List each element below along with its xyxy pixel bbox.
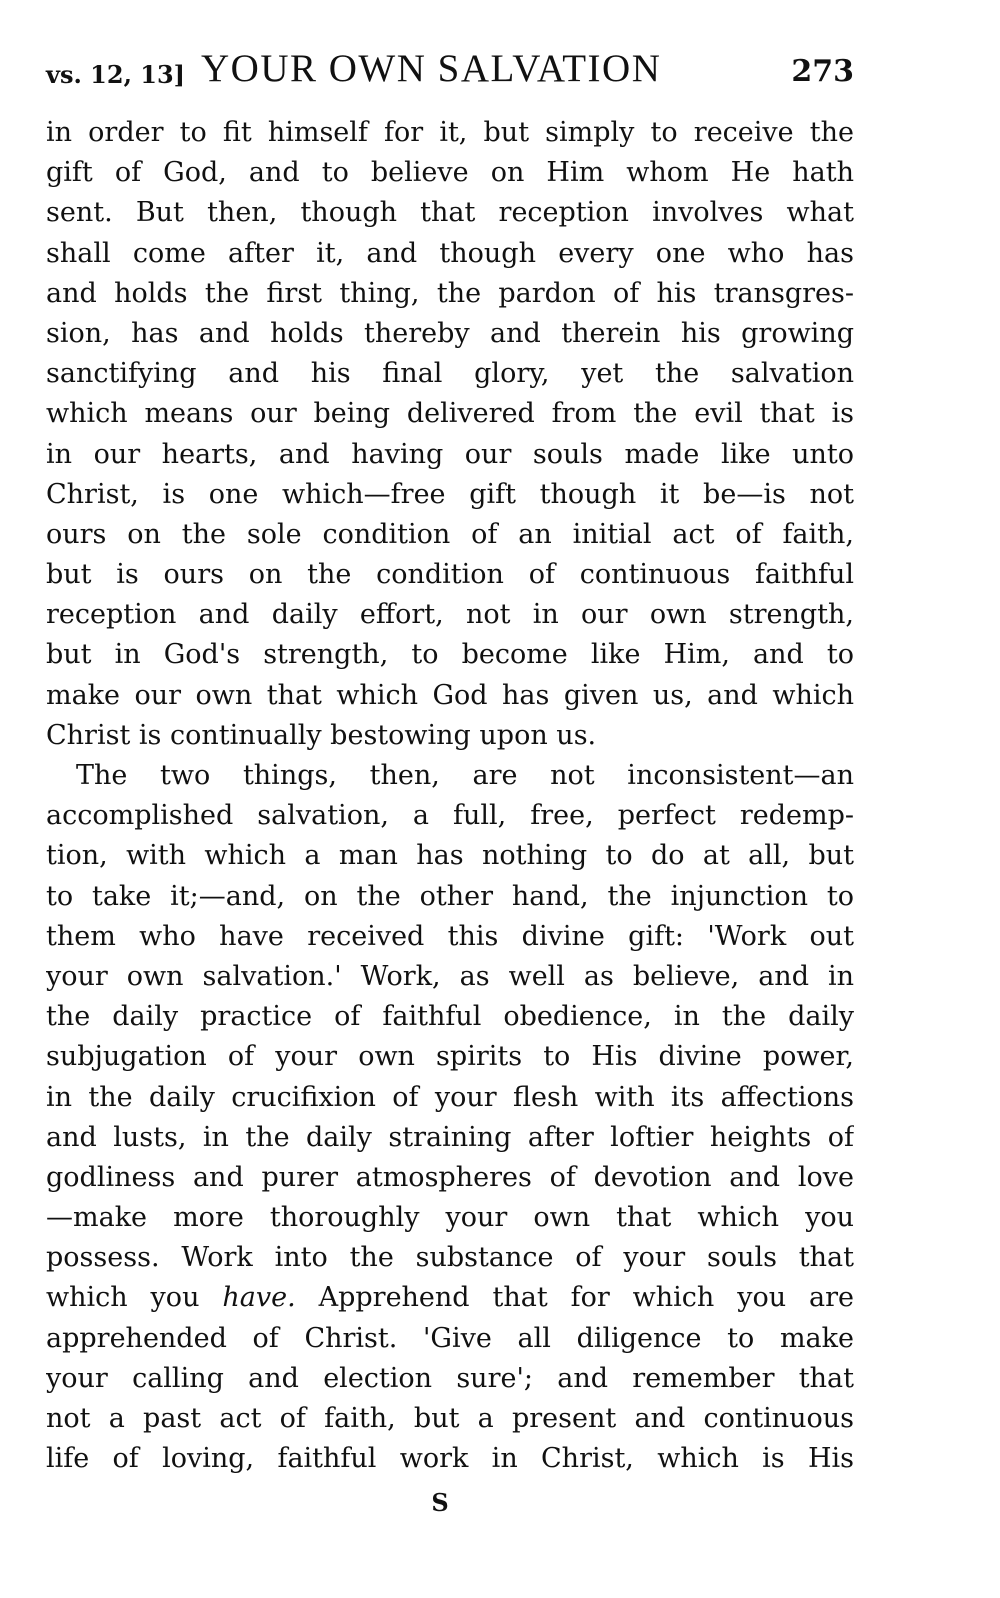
- text-line: sion, has and holds thereby and therein his growing: [46, 317, 854, 349]
- text-line: accomplished salvation, a full, free, perfect redemp-: [46, 800, 854, 832]
- text-line: and lusts, in the daily straining after loftier heights of: [46, 1121, 854, 1153]
- text-line: gift of God, and to believe on Him whom He hath: [46, 157, 854, 189]
- text-line: shall come after it, and though every one who has: [46, 237, 854, 269]
- text-line-with-italic: [46, 1278, 854, 1318]
- page-number: 273: [791, 54, 854, 89]
- italic-emphasis: have.: [222, 1282, 296, 1314]
- text-line: your own salvation.' Work, as well as believe, and in: [46, 960, 854, 992]
- text-line: make our own that which God has given us, and which: [46, 679, 854, 711]
- verse-reference: vs. 12, 13]: [46, 60, 186, 89]
- text-line: subjugation of your own spirits to His divine power,: [46, 1041, 854, 1073]
- text-line: in order to fit himself for it, but simply to receive the: [46, 117, 854, 148]
- text-line: the daily practice of faithful obedience, in the daily: [46, 1001, 854, 1033]
- text-line: which means our being delivered from the evil that is: [46, 398, 854, 430]
- text-segment: Apprehend that for which you are: [295, 1282, 854, 1314]
- text-line: to take it;—and, on the other hand, the injunction to: [46, 880, 854, 912]
- signature-mark: S: [431, 1488, 449, 1517]
- text-line: not a past act of faith, but a present and continuous: [46, 1403, 854, 1434]
- paragraph-start-line: The two things, then, are not inconsistent—an: [76, 760, 854, 791]
- text-line: in the daily crucifixion of your flesh with its affections: [46, 1081, 854, 1113]
- text-line: but is ours on the condition of continuous faithful: [46, 559, 854, 591]
- chapter-title: YOUR OWN SALVATION: [201, 47, 662, 90]
- text-line: life of loving, faithful work in Christ, which is His: [46, 1443, 854, 1475]
- text-line: ours on the sole condition of an initial act of faith,: [46, 518, 854, 550]
- text-line: reception and daily effort, not in our own strength,: [46, 599, 854, 631]
- text-line: godliness and purer atmospheres of devotion and love: [46, 1161, 854, 1193]
- text-line: apprehended of Christ. 'Give all diligence to make: [46, 1322, 854, 1354]
- text-segment: which you: [46, 1282, 223, 1314]
- text-line: sent. But then, though that reception involves what: [46, 197, 854, 229]
- text-line: Christ, is one which—free gift though it be—is not: [46, 478, 854, 510]
- text-line: sanctifying and his final glory, yet the salvation: [46, 358, 854, 390]
- paragraph-end-line: Christ is continually bestowing upon us.: [46, 719, 597, 751]
- text-line: in our hearts, and having our souls made like unto: [46, 438, 854, 470]
- text-line: your calling and election sure'; and remember that: [46, 1362, 854, 1394]
- running-head: [46, 46, 854, 92]
- body-text: [46, 113, 854, 1479]
- text-line: and holds the first thing, the pardon of his transgres-: [46, 277, 854, 309]
- text-line: but in God's strength, to become like Him, and to: [46, 639, 854, 671]
- text-line: —make more thoroughly your own that which you: [46, 1202, 854, 1234]
- text-line: them who have received this divine gift: 'Work out: [46, 920, 854, 952]
- text-line: possess. Work into the substance of your souls that: [46, 1242, 854, 1274]
- text-line: tion, with which a man has nothing to do at all, but: [46, 840, 854, 872]
